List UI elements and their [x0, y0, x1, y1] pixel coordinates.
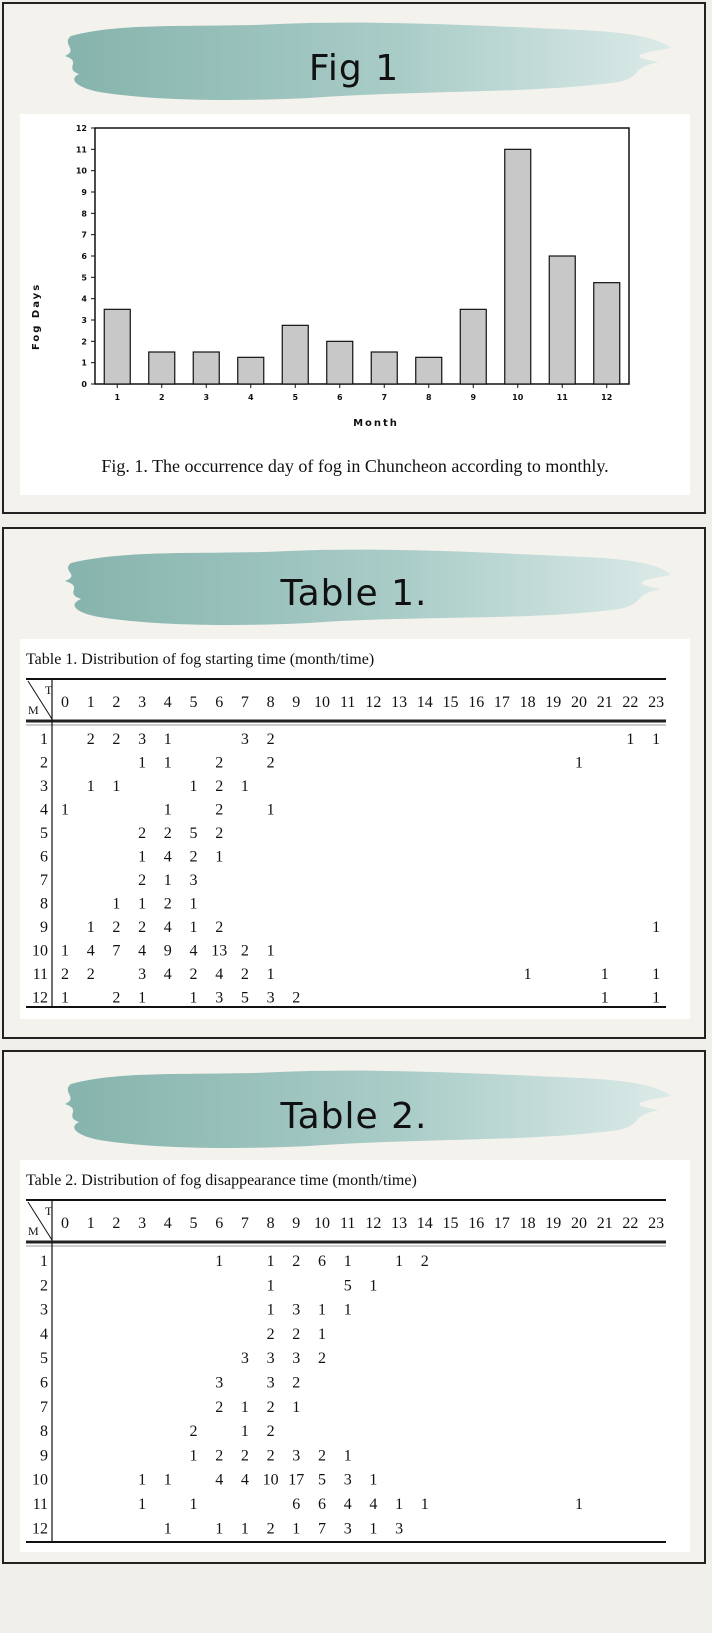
- table-cell: 2: [215, 1398, 224, 1416]
- row-month-label: 10: [32, 942, 48, 960]
- table-cell: 10: [262, 1471, 279, 1489]
- table-cell: 1: [369, 1520, 378, 1538]
- table-cell: 1: [240, 1398, 249, 1416]
- table-cell: 3: [215, 989, 224, 1007]
- bar: [327, 341, 353, 384]
- bar: [149, 352, 175, 384]
- table-cell: 6: [318, 1253, 326, 1270]
- column-header: 3: [138, 694, 147, 711]
- column-header: 11: [339, 694, 356, 711]
- table-cell: 3: [215, 1374, 224, 1392]
- bar: [104, 309, 130, 384]
- row-month-label: 5: [40, 1350, 48, 1368]
- column-header: 16: [468, 1215, 485, 1232]
- table-cell: 1: [138, 895, 147, 913]
- column-header: 21: [596, 1215, 613, 1232]
- column-header: 0: [61, 694, 69, 711]
- column-header: 19: [545, 1215, 562, 1232]
- y-tick-label: 6: [81, 252, 87, 261]
- table-cell: 4: [163, 919, 172, 936]
- table-cell: 1: [652, 966, 661, 983]
- row-month-label: 1: [40, 1253, 48, 1270]
- bar: [594, 283, 620, 384]
- x-tick-label: 9: [470, 393, 477, 402]
- table-cell: 1: [652, 989, 661, 1007]
- table-cell: 1: [163, 1520, 172, 1538]
- table-cell: 2: [138, 825, 147, 842]
- table-cell: 5: [189, 825, 198, 842]
- column-header: 2: [112, 694, 121, 711]
- y-tick-label: 7: [81, 230, 87, 240]
- table-cell: 7: [318, 1520, 326, 1538]
- table-cell: 1: [61, 801, 69, 819]
- bar: [460, 309, 486, 384]
- y-tick-label: 4: [81, 294, 87, 304]
- table-cell: 7: [112, 942, 121, 960]
- table-cell: 2: [86, 731, 95, 748]
- table-cell: 2: [318, 1447, 326, 1465]
- row-month-label: 10: [32, 1471, 48, 1489]
- y-tick-label: 9: [81, 188, 87, 197]
- table-cell: 1: [652, 919, 661, 936]
- table-cell: 3: [266, 1350, 275, 1368]
- table-cell: 1: [163, 1471, 172, 1489]
- column-header: 8: [266, 694, 275, 711]
- table2-section-title: Table 2.: [280, 1096, 428, 1137]
- y-tick-label: 12: [75, 124, 87, 133]
- column-header: 7: [240, 1215, 249, 1232]
- column-header: 21: [596, 694, 613, 711]
- x-tick-label: 2: [158, 393, 165, 402]
- table-cell: 2: [215, 754, 224, 772]
- table-cell: 9: [163, 942, 172, 960]
- table-cell: 2: [266, 731, 275, 748]
- table-cell: 1: [61, 942, 69, 960]
- table-cell: 3: [292, 1301, 301, 1319]
- table-cell: 1: [575, 1496, 583, 1513]
- table-cell: 1: [240, 778, 249, 795]
- bar: [371, 352, 397, 384]
- table-cell: 1: [163, 754, 172, 772]
- table-cell: 17: [288, 1471, 305, 1489]
- table-cell: 3: [343, 1471, 352, 1489]
- column-header: 14: [416, 1215, 433, 1232]
- row-month-label: 11: [32, 966, 48, 983]
- table-cell: 1: [266, 1301, 275, 1319]
- table-cell: 4: [343, 1496, 352, 1513]
- table-cell: 1: [189, 778, 198, 795]
- table-cell: 1: [86, 778, 95, 795]
- table-cell: 5: [318, 1471, 326, 1489]
- column-header: 3: [138, 1215, 147, 1232]
- column-header: 5: [189, 1215, 198, 1232]
- table-cell: 2: [189, 848, 198, 866]
- y-axis-label: Fog Days: [31, 282, 42, 350]
- table-cell: 1: [189, 989, 198, 1007]
- table-cell: 1: [112, 778, 121, 795]
- table-cell: 4: [138, 942, 147, 960]
- table-cell: 1: [189, 1447, 198, 1465]
- table-cell: 1: [369, 1277, 378, 1295]
- table-cell: 1: [266, 1277, 275, 1295]
- column-header: 7: [240, 694, 249, 711]
- table-cell: 2: [61, 966, 69, 983]
- column-header: 2: [112, 1215, 121, 1232]
- y-tick-label: 5: [81, 273, 87, 283]
- column-header: 12: [365, 1215, 382, 1232]
- table-cell: 2: [138, 872, 147, 889]
- table-cell: 2: [292, 989, 301, 1007]
- row-month-label: 11: [32, 1496, 48, 1513]
- row-month-label: 4: [40, 1325, 48, 1343]
- table1-panel: [2, 527, 706, 1039]
- column-header: 20: [571, 1215, 587, 1232]
- x-tick-label: 5: [292, 393, 299, 402]
- table-cell: 2: [215, 778, 224, 795]
- row-month-label: 3: [40, 778, 48, 795]
- table-cell: 4: [215, 966, 224, 983]
- table-cell: 2: [292, 1374, 301, 1392]
- table-cell: 2: [215, 919, 224, 936]
- column-header: 23: [648, 1215, 665, 1232]
- column-header: 16: [468, 694, 485, 711]
- table1-caption: Table 1. Distribution of fog starting time (month/time): [26, 651, 375, 668]
- table-cell: 1: [266, 966, 275, 983]
- table-cell: 2: [318, 1350, 326, 1368]
- table-cell: 4: [163, 848, 172, 866]
- row-month-label: 8: [40, 1423, 48, 1441]
- y-tick-label: 8: [81, 209, 87, 219]
- column-header: 1: [86, 694, 95, 711]
- table-cell: 4: [215, 1471, 224, 1489]
- table-cell: 4: [163, 966, 172, 983]
- x-tick-label: 8: [425, 393, 432, 402]
- table-cell: 2: [163, 825, 172, 842]
- table-cell: 1: [189, 919, 198, 936]
- table-cell: 1: [215, 848, 224, 866]
- table2-grid: [26, 1198, 686, 1548]
- table-cell: 2: [266, 1447, 275, 1465]
- column-header: 4: [163, 694, 172, 711]
- column-header: 9: [292, 694, 301, 711]
- table-cell: 2: [266, 1423, 275, 1441]
- table-cell: 3: [240, 731, 249, 748]
- table-cell: 3: [240, 1350, 249, 1368]
- column-header: 6: [215, 1215, 224, 1232]
- bar: [505, 149, 531, 384]
- column-header: 10: [314, 1215, 330, 1232]
- table-cell: 2: [266, 1325, 275, 1343]
- x-tick-label: 10: [512, 393, 524, 402]
- table-cell: 5: [240, 989, 249, 1007]
- table-cell: 3: [292, 1447, 301, 1465]
- table-cell: 1: [292, 1398, 301, 1416]
- table-cell: 2: [240, 1447, 249, 1465]
- corner-month-label: M: [28, 703, 39, 717]
- y-tick-label: 0: [81, 380, 87, 389]
- table-cell: 1: [626, 731, 635, 748]
- table2-caption: Table 2. Distribution of fog disappearance time (month/time): [26, 1172, 417, 1189]
- table-cell: 3: [395, 1520, 404, 1538]
- table2-panel: [2, 1050, 706, 1564]
- column-header: 20: [571, 694, 587, 711]
- column-header: 15: [442, 1215, 459, 1232]
- fig1-panel: [2, 2, 706, 514]
- bar: [238, 357, 264, 384]
- table-cell: 3: [266, 1374, 275, 1392]
- table-cell: 1: [86, 919, 95, 936]
- table-cell: 1: [138, 754, 147, 772]
- table-cell: 1: [652, 731, 661, 748]
- table-cell: 1: [369, 1471, 378, 1489]
- corner-time-label: T: [45, 683, 53, 697]
- column-header: 18: [519, 1215, 536, 1232]
- table1-grid: [26, 677, 686, 1017]
- fig1-caption: Fig. 1. The occurrence day of fog in Chuncheon according to monthly.: [101, 456, 609, 476]
- table-cell: 3: [343, 1520, 352, 1538]
- x-tick-label: 1: [114, 393, 121, 402]
- x-tick-label: 12: [601, 393, 613, 402]
- column-header: 11: [339, 1215, 356, 1232]
- column-header: 9: [292, 1215, 301, 1232]
- row-month-label: 12: [32, 989, 48, 1007]
- table-cell: 2: [420, 1253, 429, 1270]
- column-header: 22: [622, 694, 639, 711]
- row-month-label: 7: [40, 872, 48, 889]
- table-cell: 1: [395, 1253, 404, 1270]
- y-tick-label: 3: [81, 316, 87, 325]
- column-header: 10: [314, 694, 330, 711]
- row-month-label: 6: [40, 1374, 48, 1392]
- table-cell: 2: [189, 1423, 198, 1441]
- column-header: 6: [215, 694, 224, 711]
- column-header: 22: [622, 1215, 639, 1232]
- column-header: 14: [416, 694, 433, 711]
- table-cell: 5: [343, 1277, 352, 1295]
- table-cell: 1: [420, 1496, 429, 1513]
- table-cell: 1: [523, 966, 532, 983]
- table-cell: 1: [318, 1325, 326, 1343]
- column-header: 13: [391, 694, 408, 711]
- y-tick-label: 1: [81, 358, 87, 368]
- table-cell: 6: [318, 1496, 326, 1513]
- table-cell: 2: [266, 1520, 275, 1538]
- table-cell: 2: [112, 989, 121, 1007]
- bar: [549, 256, 575, 384]
- table-cell: 2: [240, 966, 249, 983]
- table-cell: 2: [163, 895, 172, 913]
- x-tick-label: 7: [381, 393, 388, 402]
- fig1-section-title: Fig 1: [308, 48, 400, 89]
- x-tick-label: 11: [556, 393, 568, 402]
- table-cell: 2: [266, 1398, 275, 1416]
- column-header: 17: [493, 1215, 510, 1232]
- x-axis-label: Month: [353, 418, 399, 429]
- bar: [416, 357, 442, 384]
- column-header: 8: [266, 1215, 275, 1232]
- table-cell: 1: [240, 1520, 249, 1538]
- y-tick-label: 11: [75, 145, 87, 155]
- column-header: 17: [493, 694, 510, 711]
- table-cell: 2: [189, 966, 198, 983]
- table-cell: 6: [292, 1496, 301, 1513]
- row-month-label: 9: [40, 919, 48, 936]
- row-month-label: 12: [32, 1520, 48, 1538]
- table-cell: 4: [240, 1471, 249, 1489]
- table-cell: 2: [112, 919, 121, 936]
- table-cell: 1: [163, 801, 172, 819]
- table-cell: 1: [215, 1520, 224, 1538]
- table-cell: 2: [215, 1447, 224, 1465]
- fig1-paper: [20, 114, 690, 495]
- bar: [193, 352, 219, 384]
- row-month-label: 7: [40, 1398, 48, 1416]
- table-cell: 13: [211, 942, 228, 960]
- column-header: 13: [391, 1215, 408, 1232]
- table-cell: 1: [138, 1471, 147, 1489]
- x-tick-label: 3: [203, 393, 210, 402]
- table-cell: 1: [575, 754, 583, 772]
- row-month-label: 2: [40, 754, 48, 772]
- column-header: 5: [189, 694, 198, 711]
- row-month-label: 9: [40, 1447, 48, 1465]
- fig1-bar-chart: [20, 114, 690, 444]
- x-tick-label: 4: [247, 393, 254, 402]
- row-month-label: 6: [40, 848, 48, 866]
- table-cell: 1: [600, 966, 609, 983]
- table-cell: 2: [266, 754, 275, 772]
- row-month-label: 4: [40, 801, 48, 819]
- table-cell: 1: [138, 1496, 147, 1513]
- table-cell: 2: [86, 966, 95, 983]
- table-cell: 3: [189, 872, 198, 889]
- table-cell: 1: [163, 731, 172, 748]
- table-cell: 1: [112, 895, 121, 913]
- column-header: 19: [545, 694, 562, 711]
- table-cell: 1: [189, 1496, 198, 1513]
- table-cell: 2: [215, 801, 224, 819]
- table-cell: 1: [189, 895, 198, 913]
- table-cell: 2: [292, 1325, 301, 1343]
- table-cell: 1: [138, 848, 147, 866]
- row-month-label: 1: [40, 731, 48, 748]
- table-cell: 4: [369, 1496, 378, 1513]
- table-cell: 1: [343, 1301, 352, 1319]
- table-cell: 1: [395, 1496, 404, 1513]
- table-cell: 4: [189, 942, 198, 960]
- table-cell: 1: [266, 801, 275, 819]
- table-cell: 3: [138, 966, 147, 983]
- table-cell: 1: [163, 872, 172, 889]
- x-tick-label: 6: [336, 393, 343, 402]
- column-header: 0: [61, 1215, 69, 1232]
- table-cell: 1: [240, 1423, 249, 1441]
- table-cell: 1: [266, 942, 275, 960]
- table-cell: 1: [318, 1301, 326, 1319]
- table1-paper: [20, 639, 690, 1019]
- table-cell: 2: [138, 919, 147, 936]
- table-cell: 2: [215, 825, 224, 842]
- table-cell: 3: [266, 989, 275, 1007]
- table-cell: 1: [266, 1253, 275, 1270]
- corner-month-label: M: [28, 1224, 39, 1238]
- column-header: 1: [86, 1215, 95, 1232]
- bar: [282, 325, 308, 384]
- row-month-label: 3: [40, 1301, 48, 1319]
- table-cell: 1: [138, 989, 147, 1007]
- table-cell: 1: [292, 1520, 301, 1538]
- y-tick-label: 2: [81, 337, 87, 347]
- column-header: 15: [442, 694, 459, 711]
- column-header: 23: [648, 694, 665, 711]
- table-cell: 4: [86, 942, 95, 960]
- column-header: 18: [519, 694, 536, 711]
- table-cell: 3: [292, 1350, 301, 1368]
- row-month-label: 5: [40, 825, 48, 842]
- column-header: 4: [163, 1215, 172, 1232]
- y-tick-label: 10: [75, 166, 87, 176]
- column-header: 12: [365, 694, 382, 711]
- table-cell: 1: [343, 1253, 352, 1270]
- row-month-label: 2: [40, 1277, 48, 1295]
- table-cell: 2: [292, 1253, 301, 1270]
- table2-paper: [20, 1160, 690, 1552]
- table1-section-title: Table 1.: [280, 573, 428, 614]
- table-cell: 2: [112, 731, 121, 748]
- table-cell: 1: [61, 989, 69, 1007]
- table-cell: 3: [138, 731, 147, 748]
- corner-time-label: T: [45, 1204, 53, 1218]
- table-cell: 1: [215, 1253, 224, 1270]
- table-cell: 1: [343, 1447, 352, 1465]
- row-month-label: 8: [40, 895, 48, 913]
- table-cell: 1: [600, 989, 609, 1007]
- table-cell: 2: [240, 942, 249, 960]
